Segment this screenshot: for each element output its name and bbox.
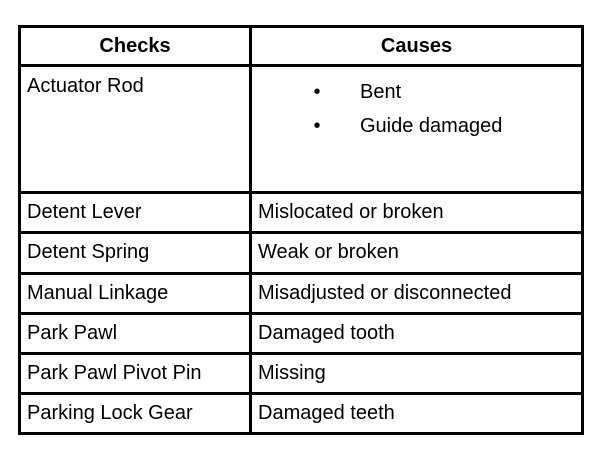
table-row [20,353,583,393]
checks-causes-table [18,25,584,435]
cause-cell: Misadjusted or disconnected [251,273,583,313]
bullet-icon: • [313,81,321,103]
cause-text: Bent [360,81,402,103]
table-row [20,313,583,353]
header-checks: Checks [20,27,251,66]
header-causes: Causes [251,27,583,66]
check-cell: Actuator Rod [20,66,251,193]
table-row [20,233,583,273]
check-cell: Park Pawl [20,313,251,353]
cause-cell: Weak or broken [251,233,583,273]
bullet-icon: • [313,115,321,137]
cause-cell [251,66,583,193]
check-cell: Manual Linkage [20,273,251,313]
check-cell: Parking Lock Gear [20,393,251,433]
list-item [310,79,581,113]
check-cell: Detent Spring [20,233,251,273]
check-cell: Detent Lever [20,193,251,233]
table-row [20,66,583,193]
check-cell: Park Pawl Pivot Pin [20,353,251,393]
cause-text: Guide damaged [360,115,503,137]
cause-cell: Damaged teeth [251,393,583,433]
cause-cell: Missing [251,353,583,393]
cause-cell: Damaged tooth [251,313,583,353]
cause-bullet-list [258,79,581,147]
cause-cell: Mislocated or broken [251,193,583,233]
table-row [20,393,583,433]
list-item [310,113,581,147]
header-row [20,27,583,66]
table-row [20,273,583,313]
table-row [20,193,583,233]
